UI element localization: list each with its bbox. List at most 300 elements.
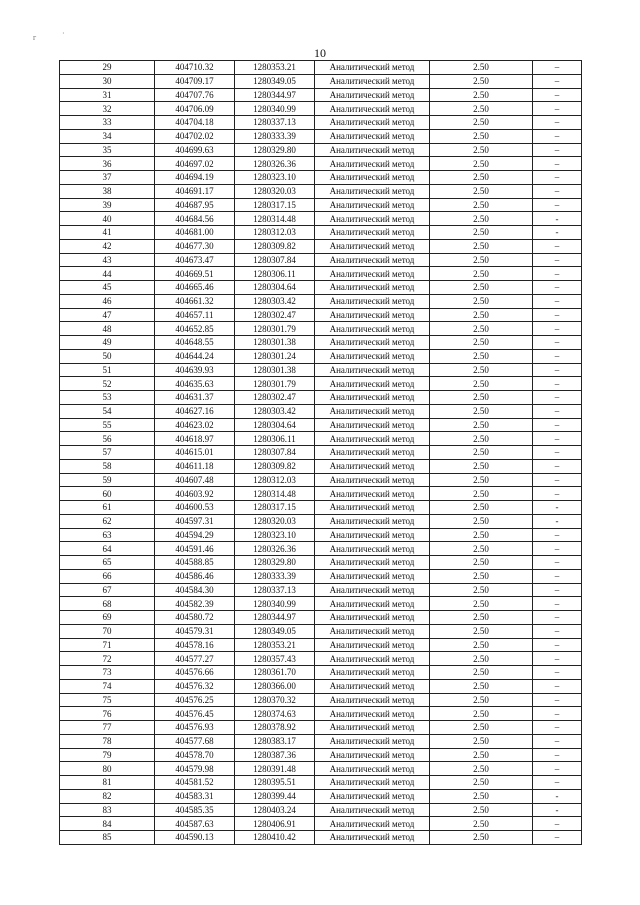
cell-error: 2.50 (430, 501, 533, 515)
cell-y-coordinate: 1280353.21 (235, 638, 315, 652)
cell-method: Аналитический метод (315, 184, 430, 198)
cell-note: – (533, 102, 582, 116)
cell-y-coordinate: 1280317.15 (235, 198, 315, 212)
cell-method: Аналитический метод (315, 212, 430, 226)
cell-y-coordinate: 1280337.13 (235, 583, 315, 597)
cell-method: Аналитический метод (315, 74, 430, 88)
table-row (60, 184, 582, 198)
cell-error: 2.50 (430, 789, 533, 803)
cell-point-number: 38 (60, 184, 155, 198)
cell-error: 2.50 (430, 239, 533, 253)
cell-point-number: 40 (60, 212, 155, 226)
cell-note: – (533, 391, 582, 405)
cell-point-number: 45 (60, 281, 155, 295)
cell-error: 2.50 (430, 102, 533, 116)
cell-point-number: 52 (60, 377, 155, 391)
cell-method: Аналитический метод (315, 294, 430, 308)
cell-note: – (533, 721, 582, 735)
table-row (60, 157, 582, 171)
cell-x-coordinate: 404684.56 (155, 212, 235, 226)
cell-point-number: 43 (60, 253, 155, 267)
cell-x-coordinate: 404611.18 (155, 459, 235, 473)
cell-method: Аналитический метод (315, 707, 430, 721)
cell-y-coordinate: 1280361.70 (235, 666, 315, 680)
table-row (60, 624, 582, 638)
cell-y-coordinate: 1280403.24 (235, 803, 315, 817)
cell-note: - (533, 212, 582, 226)
cell-method: Аналитический метод (315, 569, 430, 583)
cell-x-coordinate: 404691.17 (155, 184, 235, 198)
cell-method: Аналитический метод (315, 611, 430, 625)
cell-point-number: 55 (60, 418, 155, 432)
cell-x-coordinate: 404594.29 (155, 528, 235, 542)
cell-method: Аналитический метод (315, 473, 430, 487)
cell-x-coordinate: 404687.95 (155, 198, 235, 212)
cell-error: 2.50 (430, 473, 533, 487)
cell-point-number: 76 (60, 707, 155, 721)
cell-error: 2.50 (430, 446, 533, 460)
cell-y-coordinate: 1280309.82 (235, 459, 315, 473)
cell-x-coordinate: 404577.68 (155, 734, 235, 748)
table-row (60, 322, 582, 336)
cell-error: 2.50 (430, 679, 533, 693)
cell-point-number: 42 (60, 239, 155, 253)
cell-method: Аналитический метод (315, 817, 430, 831)
cell-point-number: 59 (60, 473, 155, 487)
cell-point-number: 57 (60, 446, 155, 460)
cell-y-coordinate: 1280391.48 (235, 762, 315, 776)
cell-x-coordinate: 404588.85 (155, 556, 235, 570)
cell-x-coordinate: 404578.16 (155, 638, 235, 652)
cell-note: – (533, 267, 582, 281)
cell-x-coordinate: 404618.97 (155, 432, 235, 446)
cell-point-number: 54 (60, 404, 155, 418)
cell-note: – (533, 281, 582, 295)
cell-method: Аналитический метод (315, 322, 430, 336)
cell-note: – (533, 679, 582, 693)
table-row (60, 652, 582, 666)
cell-point-number: 30 (60, 74, 155, 88)
cell-x-coordinate: 404576.25 (155, 693, 235, 707)
cell-note: – (533, 666, 582, 680)
cell-point-number: 60 (60, 487, 155, 501)
cell-point-number: 58 (60, 459, 155, 473)
cell-method: Аналитический метод (315, 748, 430, 762)
cell-error: 2.50 (430, 143, 533, 157)
scan-mark: · (62, 29, 65, 38)
scan-mark: г (33, 33, 37, 42)
cell-point-number: 77 (60, 721, 155, 735)
cell-note: – (533, 528, 582, 542)
cell-y-coordinate: 1280306.11 (235, 432, 315, 446)
cell-method: Аналитический метод (315, 776, 430, 790)
cell-y-coordinate: 1280326.36 (235, 157, 315, 171)
table-row (60, 569, 582, 583)
cell-y-coordinate: 1280337.13 (235, 116, 315, 130)
cell-y-coordinate: 1280312.03 (235, 226, 315, 240)
cell-y-coordinate: 1280301.38 (235, 336, 315, 350)
cell-y-coordinate: 1280323.10 (235, 528, 315, 542)
cell-error: 2.50 (430, 487, 533, 501)
cell-error: 2.50 (430, 322, 533, 336)
table-row (60, 129, 582, 143)
table-row (60, 776, 582, 790)
cell-note: – (533, 569, 582, 583)
cell-y-coordinate: 1280349.05 (235, 624, 315, 638)
cell-method: Аналитический метод (315, 198, 430, 212)
cell-x-coordinate: 404652.85 (155, 322, 235, 336)
cell-x-coordinate: 404591.46 (155, 542, 235, 556)
cell-x-coordinate: 404657.11 (155, 308, 235, 322)
cell-error: 2.50 (430, 748, 533, 762)
table-row (60, 253, 582, 267)
cell-note: – (533, 734, 582, 748)
cell-x-coordinate: 404709.17 (155, 74, 235, 88)
cell-note: – (533, 707, 582, 721)
table-row (60, 432, 582, 446)
table-row (60, 501, 582, 515)
cell-note: – (533, 748, 582, 762)
table-row (60, 418, 582, 432)
cell-point-number: 68 (60, 597, 155, 611)
cell-error: 2.50 (430, 583, 533, 597)
cell-x-coordinate: 404635.63 (155, 377, 235, 391)
cell-y-coordinate: 1280320.03 (235, 184, 315, 198)
cell-point-number: 32 (60, 102, 155, 116)
cell-error: 2.50 (430, 418, 533, 432)
cell-error: 2.50 (430, 336, 533, 350)
cell-point-number: 82 (60, 789, 155, 803)
cell-note: – (533, 762, 582, 776)
cell-note: – (533, 171, 582, 185)
cell-y-coordinate: 1280314.48 (235, 212, 315, 226)
table-row (60, 143, 582, 157)
cell-error: 2.50 (430, 377, 533, 391)
cell-note: – (533, 831, 582, 845)
cell-note: – (533, 294, 582, 308)
cell-x-coordinate: 404677.30 (155, 239, 235, 253)
cell-point-number: 51 (60, 363, 155, 377)
table-row (60, 239, 582, 253)
cell-error: 2.50 (430, 776, 533, 790)
cell-point-number: 65 (60, 556, 155, 570)
cell-note: – (533, 239, 582, 253)
cell-error: 2.50 (430, 294, 533, 308)
cell-y-coordinate: 1280317.15 (235, 501, 315, 515)
cell-note: – (533, 583, 582, 597)
cell-point-number: 66 (60, 569, 155, 583)
cell-x-coordinate: 404603.92 (155, 487, 235, 501)
cell-note: – (533, 143, 582, 157)
cell-y-coordinate: 1280340.99 (235, 597, 315, 611)
cell-note: – (533, 336, 582, 350)
cell-note: – (533, 624, 582, 638)
cell-point-number: 41 (60, 226, 155, 240)
cell-error: 2.50 (430, 666, 533, 680)
cell-y-coordinate: 1280349.05 (235, 74, 315, 88)
cell-error: 2.50 (430, 171, 533, 185)
cell-y-coordinate: 1280301.79 (235, 322, 315, 336)
cell-x-coordinate: 404661.32 (155, 294, 235, 308)
cell-error: 2.50 (430, 308, 533, 322)
cell-y-coordinate: 1280353.21 (235, 61, 315, 75)
cell-note: – (533, 652, 582, 666)
cell-error: 2.50 (430, 624, 533, 638)
cell-error: 2.50 (430, 61, 533, 75)
cell-point-number: 72 (60, 652, 155, 666)
cell-method: Аналитический метод (315, 652, 430, 666)
cell-point-number: 56 (60, 432, 155, 446)
cell-x-coordinate: 404681.00 (155, 226, 235, 240)
cell-error: 2.50 (430, 198, 533, 212)
cell-error: 2.50 (430, 116, 533, 130)
cell-point-number: 31 (60, 88, 155, 102)
table-row (60, 611, 582, 625)
cell-error: 2.50 (430, 542, 533, 556)
cell-method: Аналитический метод (315, 803, 430, 817)
cell-method: Аналитический метод (315, 418, 430, 432)
cell-y-coordinate: 1280406.91 (235, 817, 315, 831)
table-row (60, 487, 582, 501)
cell-note: – (533, 363, 582, 377)
cell-note: – (533, 74, 582, 88)
table-row (60, 377, 582, 391)
cell-method: Аналитический метод (315, 487, 430, 501)
cell-point-number: 70 (60, 624, 155, 638)
cell-method: Аналитический метод (315, 61, 430, 75)
cell-y-coordinate: 1280378.92 (235, 721, 315, 735)
cell-method: Аналитический метод (315, 528, 430, 542)
cell-y-coordinate: 1280370.32 (235, 693, 315, 707)
table-row (60, 74, 582, 88)
cell-note: – (533, 404, 582, 418)
cell-error: 2.50 (430, 267, 533, 281)
cell-x-coordinate: 404644.24 (155, 349, 235, 363)
cell-point-number: 53 (60, 391, 155, 405)
cell-method: Аналитический метод (315, 556, 430, 570)
cell-point-number: 64 (60, 542, 155, 556)
cell-x-coordinate: 404615.01 (155, 446, 235, 460)
table-row (60, 349, 582, 363)
cell-method: Аналитический метод (315, 597, 430, 611)
cell-x-coordinate: 404694.19 (155, 171, 235, 185)
cell-y-coordinate: 1280410.42 (235, 831, 315, 845)
table-row (60, 473, 582, 487)
cell-method: Аналитический метод (315, 693, 430, 707)
cell-note: – (533, 129, 582, 143)
cell-y-coordinate: 1280333.39 (235, 569, 315, 583)
cell-point-number: 47 (60, 308, 155, 322)
cell-x-coordinate: 404702.02 (155, 129, 235, 143)
cell-point-number: 81 (60, 776, 155, 790)
cell-y-coordinate: 1280306.11 (235, 267, 315, 281)
table-row (60, 281, 582, 295)
cell-x-coordinate: 404576.93 (155, 721, 235, 735)
cell-y-coordinate: 1280340.99 (235, 102, 315, 116)
cell-x-coordinate: 404627.16 (155, 404, 235, 418)
table-row (60, 336, 582, 350)
cell-x-coordinate: 404576.45 (155, 707, 235, 721)
cell-y-coordinate: 1280309.82 (235, 239, 315, 253)
cell-x-coordinate: 404578.70 (155, 748, 235, 762)
cell-x-coordinate: 404580.72 (155, 611, 235, 625)
cell-x-coordinate: 404597.31 (155, 514, 235, 528)
cell-error: 2.50 (430, 226, 533, 240)
cell-method: Аналитический метод (315, 336, 430, 350)
page-number: 10 (314, 46, 326, 60)
cell-x-coordinate: 404582.39 (155, 597, 235, 611)
cell-y-coordinate: 1280304.64 (235, 281, 315, 295)
cell-note: – (533, 611, 582, 625)
cell-y-coordinate: 1280374.63 (235, 707, 315, 721)
cell-method: Аналитический метод (315, 721, 430, 735)
cell-error: 2.50 (430, 253, 533, 267)
table-row (60, 267, 582, 281)
cell-method: Аналитический метод (315, 514, 430, 528)
cell-point-number: 83 (60, 803, 155, 817)
cell-x-coordinate: 404584.30 (155, 583, 235, 597)
cell-error: 2.50 (430, 734, 533, 748)
table-row (60, 817, 582, 831)
cell-method: Аналитический метод (315, 349, 430, 363)
cell-error: 2.50 (430, 569, 533, 583)
cell-x-coordinate: 404579.98 (155, 762, 235, 776)
cell-method: Аналитический метод (315, 734, 430, 748)
coordinates-table (59, 60, 582, 845)
table-row (60, 212, 582, 226)
cell-error: 2.50 (430, 638, 533, 652)
table-row (60, 638, 582, 652)
cell-error: 2.50 (430, 721, 533, 735)
cell-x-coordinate: 404576.32 (155, 679, 235, 693)
cell-x-coordinate: 404706.09 (155, 102, 235, 116)
cell-y-coordinate: 1280314.48 (235, 487, 315, 501)
table-row (60, 459, 582, 473)
cell-note: – (533, 184, 582, 198)
cell-error: 2.50 (430, 556, 533, 570)
cell-point-number: 85 (60, 831, 155, 845)
cell-note: – (533, 542, 582, 556)
cell-note: - (533, 789, 582, 803)
table-row (60, 88, 582, 102)
table-row (60, 721, 582, 735)
cell-x-coordinate: 404704.18 (155, 116, 235, 130)
cell-method: Аналитический метод (315, 143, 430, 157)
cell-x-coordinate: 404607.48 (155, 473, 235, 487)
cell-method: Аналитический метод (315, 281, 430, 295)
cell-method: Аналитический метод (315, 116, 430, 130)
cell-error: 2.50 (430, 762, 533, 776)
table-row (60, 226, 582, 240)
cell-note: – (533, 446, 582, 460)
cell-method: Аналитический метод (315, 624, 430, 638)
cell-y-coordinate: 1280312.03 (235, 473, 315, 487)
cell-error: 2.50 (430, 514, 533, 528)
cell-y-coordinate: 1280301.24 (235, 349, 315, 363)
cell-x-coordinate: 404576.66 (155, 666, 235, 680)
cell-y-coordinate: 1280307.84 (235, 446, 315, 460)
table-row (60, 748, 582, 762)
cell-method: Аналитический метод (315, 432, 430, 446)
cell-method: Аналитический метод (315, 789, 430, 803)
table-row (60, 61, 582, 75)
table-row (60, 198, 582, 212)
table-row (60, 404, 582, 418)
cell-note: – (533, 322, 582, 336)
cell-note: – (533, 487, 582, 501)
cell-y-coordinate: 1280395.51 (235, 776, 315, 790)
table-row (60, 762, 582, 776)
cell-point-number: 78 (60, 734, 155, 748)
cell-method: Аналитический метод (315, 377, 430, 391)
cell-point-number: 71 (60, 638, 155, 652)
cell-y-coordinate: 1280383.17 (235, 734, 315, 748)
cell-method: Аналитический метод (315, 666, 430, 680)
cell-method: Аналитический метод (315, 102, 430, 116)
cell-note: – (533, 638, 582, 652)
cell-error: 2.50 (430, 157, 533, 171)
table-row (60, 583, 582, 597)
cell-note: – (533, 157, 582, 171)
cell-error: 2.50 (430, 597, 533, 611)
cell-error: 2.50 (430, 184, 533, 198)
cell-x-coordinate: 404579.31 (155, 624, 235, 638)
cell-point-number: 37 (60, 171, 155, 185)
table-row (60, 528, 582, 542)
cell-note: – (533, 377, 582, 391)
cell-point-number: 36 (60, 157, 155, 171)
cell-method: Аналитический метод (315, 762, 430, 776)
cell-point-number: 50 (60, 349, 155, 363)
cell-error: 2.50 (430, 129, 533, 143)
cell-y-coordinate: 1280357.43 (235, 652, 315, 666)
cell-y-coordinate: 1280344.97 (235, 611, 315, 625)
cell-error: 2.50 (430, 391, 533, 405)
cell-method: Аналитический метод (315, 679, 430, 693)
cell-point-number: 35 (60, 143, 155, 157)
cell-note: – (533, 817, 582, 831)
cell-method: Аналитический метод (315, 226, 430, 240)
cell-note: – (533, 198, 582, 212)
cell-x-coordinate: 404600.53 (155, 501, 235, 515)
cell-point-number: 62 (60, 514, 155, 528)
table-row (60, 597, 582, 611)
cell-x-coordinate: 404707.76 (155, 88, 235, 102)
table-row (60, 294, 582, 308)
cell-x-coordinate: 404585.35 (155, 803, 235, 817)
cell-method: Аналитический метод (315, 88, 430, 102)
cell-y-coordinate: 1280387.36 (235, 748, 315, 762)
cell-point-number: 61 (60, 501, 155, 515)
cell-x-coordinate: 404673.47 (155, 253, 235, 267)
cell-note: - (533, 803, 582, 817)
cell-point-number: 39 (60, 198, 155, 212)
cell-y-coordinate: 1280344.97 (235, 88, 315, 102)
table-row (60, 556, 582, 570)
cell-point-number: 79 (60, 748, 155, 762)
table-row (60, 679, 582, 693)
cell-x-coordinate: 404665.46 (155, 281, 235, 295)
table-row (60, 803, 582, 817)
cell-note: – (533, 308, 582, 322)
cell-error: 2.50 (430, 281, 533, 295)
cell-point-number: 48 (60, 322, 155, 336)
cell-y-coordinate: 1280303.42 (235, 294, 315, 308)
cell-y-coordinate: 1280329.80 (235, 143, 315, 157)
cell-method: Аналитический метод (315, 391, 430, 405)
cell-note: – (533, 556, 582, 570)
cell-y-coordinate: 1280301.38 (235, 363, 315, 377)
